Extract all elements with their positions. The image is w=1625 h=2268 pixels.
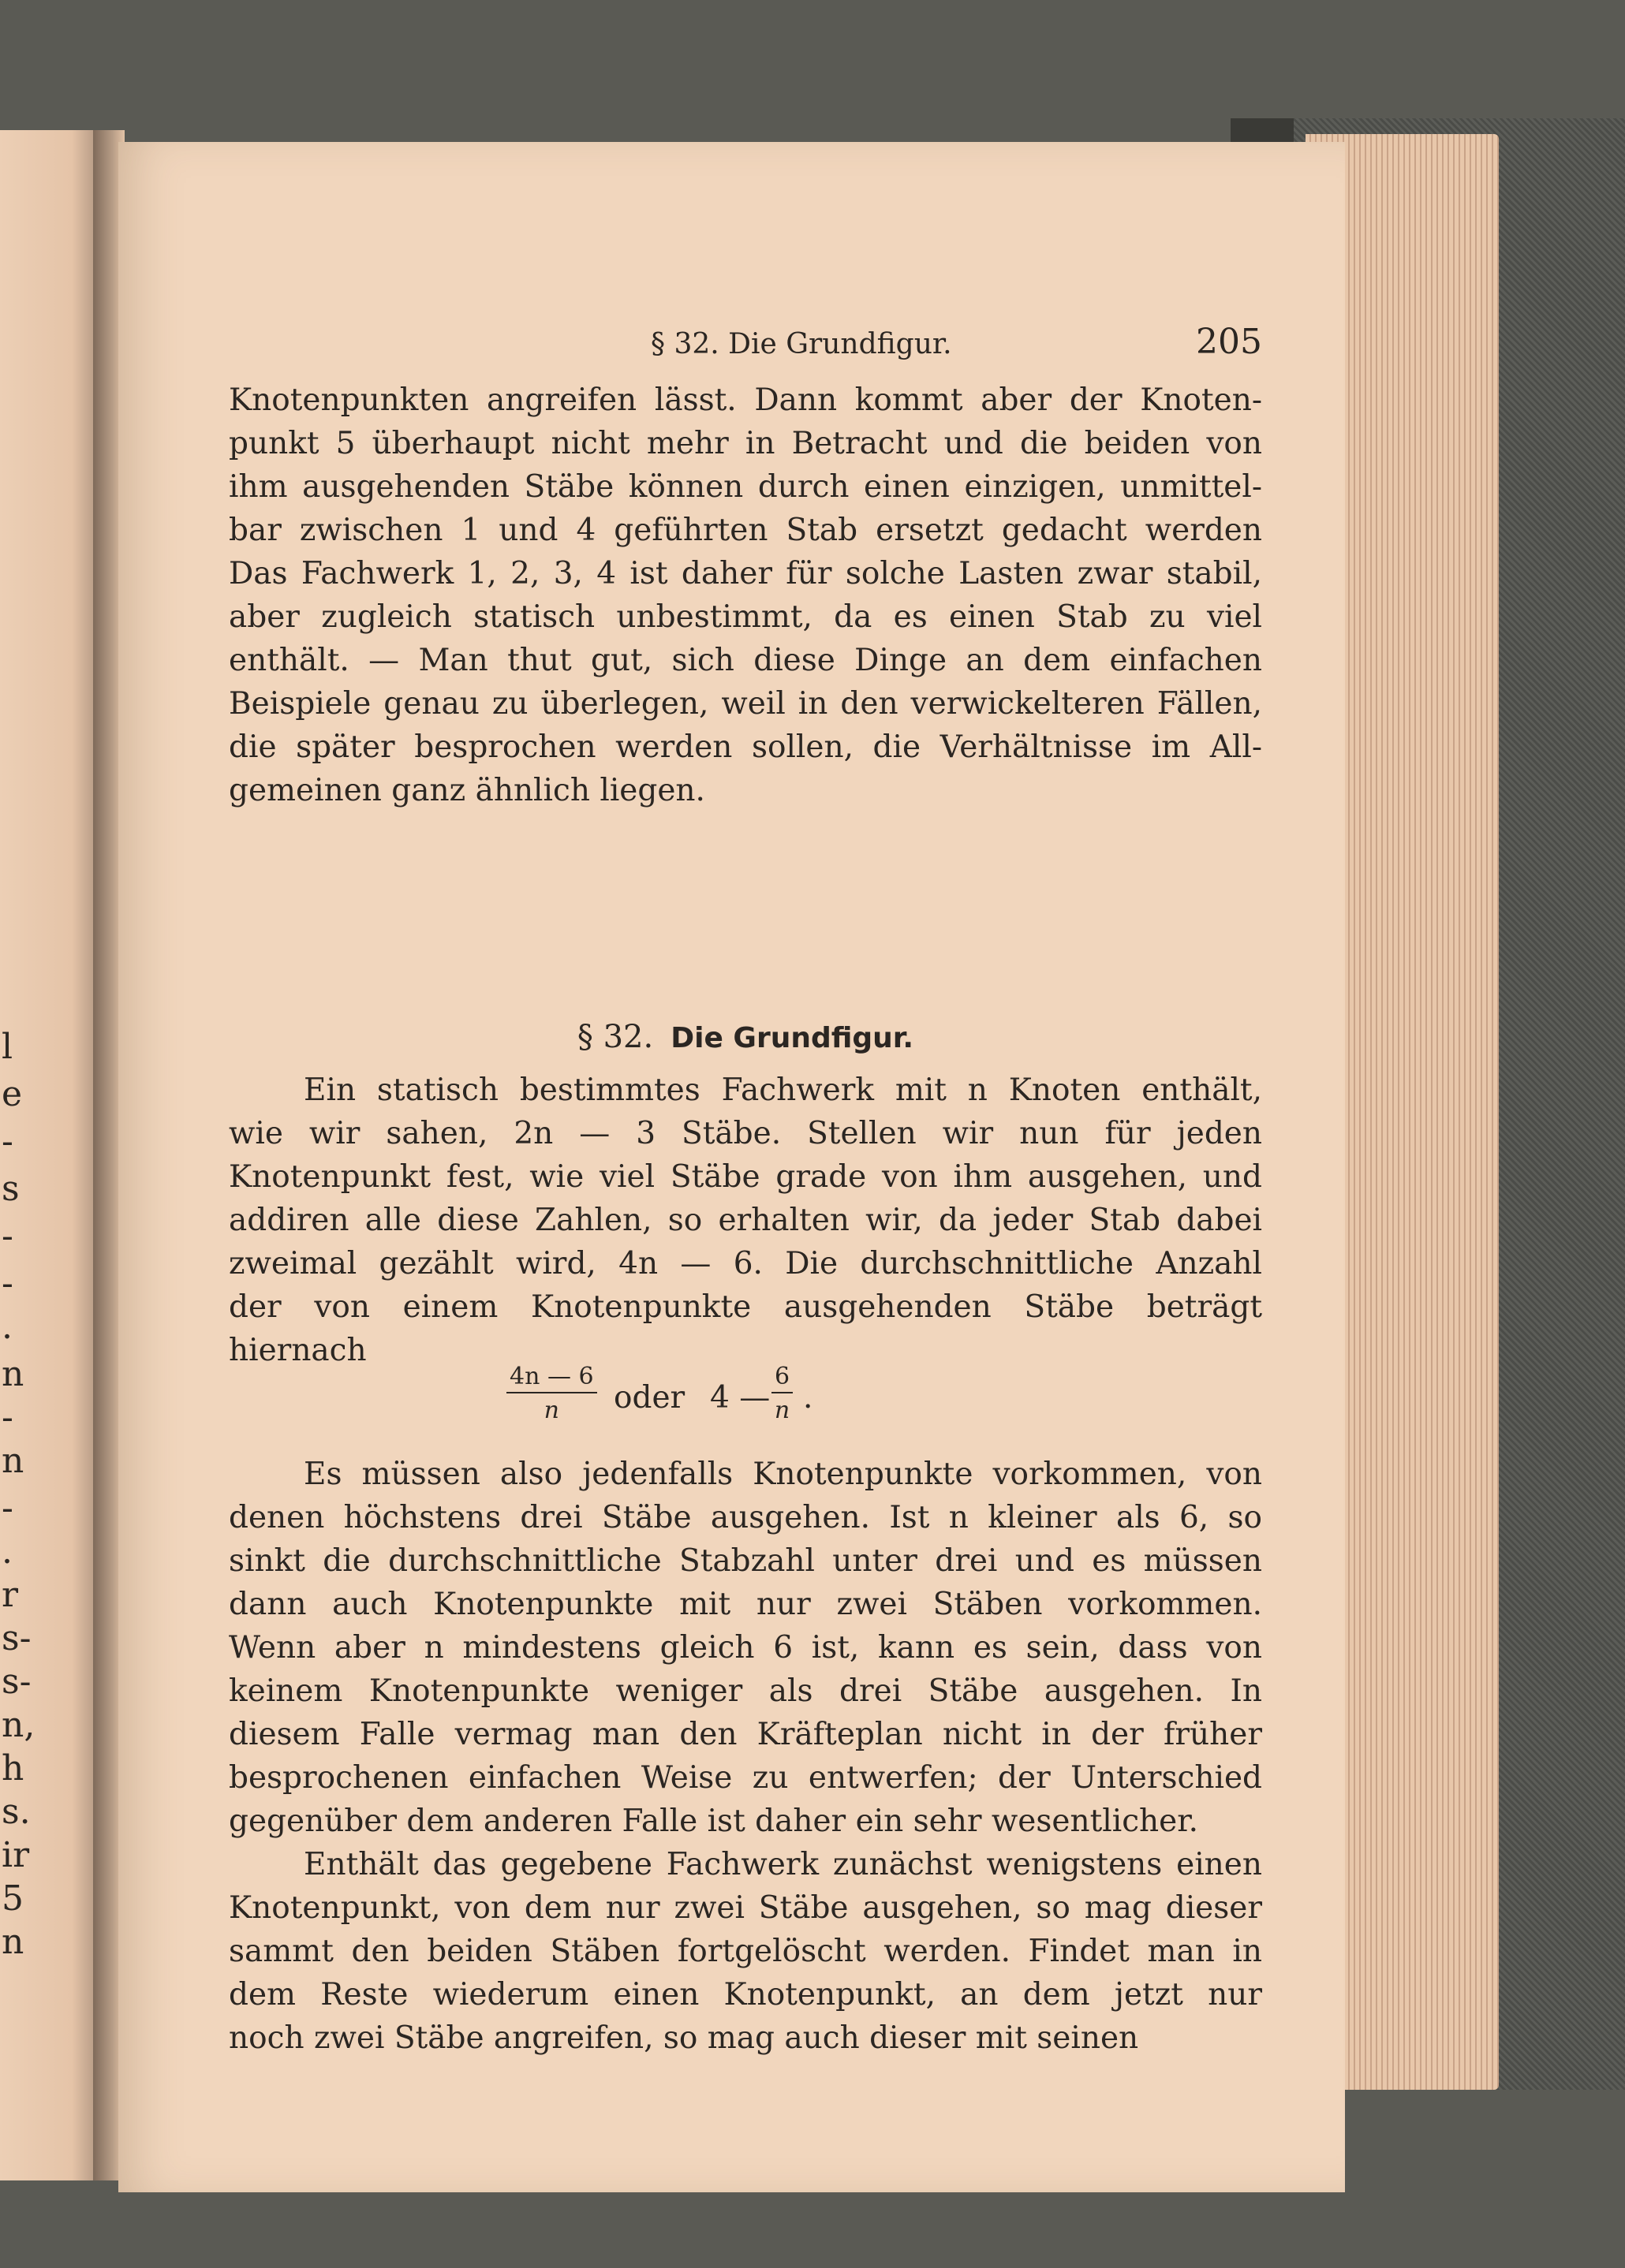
left-page-fragment: -	[2, 1216, 13, 1256]
text-line: ihm ausgehenden Stäbe können durch einen einzigen, unmittel-	[229, 469, 1262, 505]
left-page-fragment: .	[2, 1307, 13, 1347]
running-header	[229, 322, 1262, 369]
left-page-fragment: e	[2, 1074, 23, 1114]
running-head: § 32. Die Grundfigur.	[651, 328, 952, 360]
paragraph-1	[229, 379, 1262, 812]
section-heading	[229, 1019, 1262, 1055]
left-page-fragment: n	[2, 1354, 24, 1394]
left-page-fragment: s.	[2, 1792, 31, 1832]
text-line: denen höchstens drei Stäbe ausgehen. Ist n kleiner als 6, so	[229, 1500, 1262, 1535]
text-line: sammt den beiden Stäben fortgelöscht werden. Findet man in	[229, 1934, 1262, 1969]
left-page-fragment: n	[2, 1922, 24, 1962]
fraction-1-numerator: 4n — 6	[506, 1363, 597, 1393]
text-line: bar zwischen 1 und 4 geführten Stab ersetzt gedacht werden	[229, 513, 1262, 548]
text-line: punkt 5 überhaupt nicht mehr in Betracht und die beiden von	[229, 426, 1262, 461]
text-line: enthält. — Man thut gut, sich diese Dinge an dem einfachen	[229, 643, 1262, 678]
page-number: 205	[1196, 322, 1262, 362]
left-page-fragment: -	[2, 1263, 13, 1304]
left-page-fragment: n	[2, 1441, 24, 1481]
text-line: dann auch Knotenpunkte mit nur zwei Stäben vorkommen.	[229, 1587, 1262, 1622]
paragraph-2	[229, 1069, 1262, 1372]
fraction-2-denominator: n	[774, 1397, 790, 1424]
fraction-2-numerator: 6	[771, 1363, 793, 1393]
text-line: noch zwei Stäbe angreifen, so mag auch dieser mit seinen	[229, 2020, 1139, 2056]
text-line: zweimal gezählt wird, 4n — 6. Die durchschnittliche Anzahl	[229, 1246, 1262, 1281]
left-page-fragment: s-	[2, 1662, 32, 1702]
left-page-fragment: -	[2, 1397, 13, 1438]
text-line: wie wir sahen, 2n — 3 Stäbe. Stellen wir nun für jeden	[229, 1116, 1262, 1151]
text-line: sinkt die durchschnittliche Stabzahl unter drei und es müssen	[229, 1543, 1262, 1579]
text-line: Ein statisch bestimmtes Fachwerk mit n Knoten enthält,	[304, 1072, 1262, 1108]
left-page-fragment: ir	[2, 1835, 30, 1875]
text-line: Knotenpunkten angreifen lässt. Dann kommt aber der Knoten-	[229, 382, 1262, 418]
text-line: dem Reste wiederum einen Knotenpunkt, an dem jetzt nur	[229, 1977, 1262, 2012]
text-line: die später besprochen werden sollen, die Verhältnisse im All-	[229, 729, 1262, 765]
left-page-fragment: r	[2, 1575, 19, 1615]
formula-tail: .	[803, 1380, 813, 1416]
text-line: Beispiele genau zu überlegen, weil in den verwickelteren Fällen,	[229, 686, 1262, 722]
left-page-fragment: h	[2, 1748, 24, 1789]
paragraph-3	[229, 1453, 1262, 1843]
left-page-fragment: -	[2, 1488, 13, 1528]
text-line: hiernach	[229, 1333, 367, 1368]
text-line: Enthält das gegebene Fachwerk zunächst wenigstens einen	[304, 1847, 1262, 1882]
text-line: gemeinen ganz ähnlich liegen.	[229, 773, 705, 808]
left-page-fragment: s-	[2, 1618, 32, 1658]
text-line: Das Fachwerk 1, 2, 3, 4 ist daher für solche Lasten zwar stabil,	[229, 556, 1262, 591]
fraction-1-denominator: n	[544, 1397, 559, 1424]
text-line: keinem Knotenpunkte weniger als drei Stäbe ausgehen. In	[229, 1673, 1262, 1709]
text-line: Knotenpunkt fest, wie viel Stäbe grade von ihm ausgehen, und	[229, 1159, 1262, 1195]
text-line: gegenüber dem anderen Falle ist daher ein sehr wesentlicher.	[229, 1804, 1198, 1839]
paragraph-4	[229, 1843, 1262, 2060]
text-line: addiren alle diese Zahlen, so erhalten wir, da jeder Stab dabei	[229, 1203, 1262, 1238]
text-line: aber zugleich statisch unbestimmt, da es einen Stab zu viel	[229, 599, 1262, 635]
text-line: Es müssen also jedenfalls Knotenpunkte vorkommen, von	[304, 1457, 1262, 1492]
formula	[229, 1363, 1262, 1426]
fraction-1	[506, 1363, 597, 1424]
text-line: Wenn aber n mindestens gleich 6 ist, kann es sein, dass von	[229, 1630, 1262, 1666]
section-number: § 32.	[577, 1019, 654, 1055]
left-page-fragment: n,	[2, 1705, 35, 1745]
left-page-fragment: -	[2, 1121, 13, 1162]
left-page-fragment: s	[2, 1169, 20, 1209]
left-page-fragment: 5	[2, 1878, 24, 1919]
text-line: Knotenpunkt, von dem nur zwei Stäbe ausgehen, so mag dieser	[229, 1890, 1262, 1926]
fraction-2	[771, 1363, 793, 1424]
text-line: diesem Falle vermag man den Kräfteplan nicht in der früher	[229, 1717, 1262, 1752]
left-page-fragment: l	[2, 1027, 13, 1067]
right-page	[118, 142, 1345, 2192]
section-title: Die Grundfigur.	[671, 1022, 914, 1054]
text-line: besprochenen einfachen Weise zu entwerfen; der Unterschied	[229, 1760, 1262, 1796]
formula-connector: oder	[614, 1380, 685, 1416]
text-line: der von einem Knotenpunkte ausgehenden Stäbe beträgt	[229, 1289, 1262, 1325]
left-page-fragment: .	[2, 1531, 13, 1572]
formula-lead: 4 —	[710, 1380, 771, 1416]
